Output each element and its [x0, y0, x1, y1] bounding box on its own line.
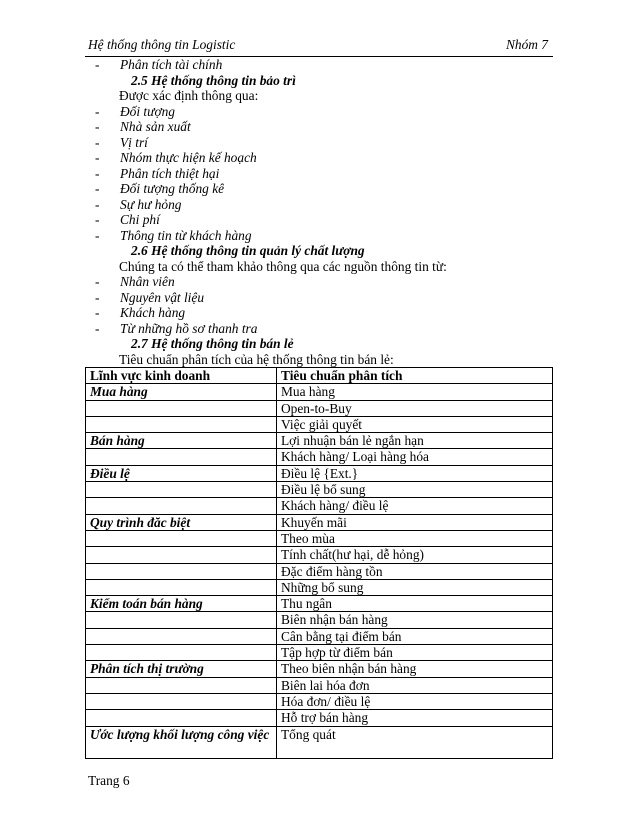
bullet-dash: - — [95, 150, 100, 165]
table-row — [86, 482, 553, 498]
business-area-cell: Ước lượng khối lượng công việc — [86, 726, 277, 758]
business-area-cell — [86, 579, 277, 595]
bullet-dash: - — [95, 181, 100, 196]
business-area-cell — [86, 449, 277, 465]
criteria-cell: Tính chất(hư hại, dễ hỏng) — [277, 547, 553, 563]
table-row — [86, 514, 553, 530]
business-area-cell — [86, 645, 277, 661]
criteria-cell: Theo biên nhận bán hàng — [277, 661, 553, 677]
list-item — [85, 212, 555, 228]
page-number: Trang 6 — [88, 773, 130, 788]
business-area-cell — [86, 547, 277, 563]
bullet-dash: - — [95, 274, 100, 289]
criteria-cell: Tổng quát — [277, 726, 553, 758]
bullet-dash: - — [95, 227, 100, 243]
criteria-cell: Hỗ trợ bán hàng — [277, 710, 553, 726]
criteria-cell: Theo mùa — [277, 530, 553, 546]
table-row — [86, 677, 553, 693]
table-row — [86, 416, 553, 432]
table-row — [86, 661, 553, 677]
section-heading: 2.7 Hệ thống thông tin bán lẻ — [131, 336, 294, 351]
business-area-cell — [86, 530, 277, 546]
business-area-cell — [86, 677, 277, 693]
bullet-dash: - — [95, 57, 100, 72]
list-item — [85, 104, 555, 120]
bullet-dash: - — [95, 134, 100, 150]
column-header: Lĩnh vực kinh doanh — [86, 368, 277, 384]
retail-analysis-table — [85, 367, 553, 759]
table-row — [86, 710, 553, 726]
criteria-cell: Lợi nhuận bán lẻ ngắn hạn — [277, 433, 553, 449]
business-area-cell: Điều lệ — [86, 465, 277, 481]
list-item — [85, 197, 555, 213]
table-row — [86, 498, 553, 514]
paragraph: Được xác định thông qua: — [119, 88, 259, 103]
criteria-cell: Thu ngân — [277, 596, 553, 612]
business-area-cell — [86, 693, 277, 709]
business-area-cell: Quy trình đăc biệt — [86, 514, 277, 530]
table-row — [86, 579, 553, 595]
page-header — [88, 37, 548, 53]
list-item-text: Thông tin từ khách hàng — [120, 227, 252, 243]
criteria-cell: Biên lai hóa đơn — [277, 677, 553, 693]
bullet-dash: - — [95, 119, 100, 134]
column-header: Tiêu chuẩn phân tích — [277, 368, 553, 384]
list-item — [85, 305, 555, 321]
criteria-cell: Khách hàng/ điều lệ — [277, 498, 553, 514]
bullet-dash: - — [95, 196, 100, 212]
business-area-cell — [86, 482, 277, 498]
list-item — [85, 166, 555, 182]
list-item-text: Nguyên vật liệu — [120, 289, 205, 305]
table-row — [86, 465, 553, 481]
list-item — [85, 57, 555, 73]
list-item-text: Từ những hồ sơ thanh tra — [120, 320, 258, 336]
list-item-text: Phân tích tài chính — [120, 57, 223, 72]
bullet-dash: - — [95, 165, 100, 181]
business-area-cell — [86, 563, 277, 579]
list-item — [85, 228, 555, 244]
header-group: Nhóm 7 — [505, 37, 548, 52]
list-item — [85, 321, 555, 337]
list-item-text: Khách hàng — [120, 305, 186, 320]
criteria-cell: Những bổ sung — [277, 579, 553, 595]
paragraph: Chúng ta có thể tham khảo thông qua các nguồn thông tin từ: — [119, 258, 447, 274]
paragraph: Tiêu chuẩn phân tích của hệ thống thông tin bán lẻ: — [119, 351, 394, 367]
table-row — [86, 726, 553, 758]
business-area-cell — [86, 612, 277, 628]
criteria-cell: Open-to-Buy — [277, 400, 553, 416]
table-row — [86, 547, 553, 563]
criteria-cell: Mua hàng — [277, 384, 553, 400]
table-row — [86, 628, 553, 644]
list-item — [85, 135, 555, 151]
list-item-text: Sự hư hỏng — [120, 196, 182, 212]
list-item-text: Chi phí — [120, 212, 160, 227]
list-item — [85, 150, 555, 166]
list-item-text: Đối tượng thống kê — [120, 181, 225, 196]
bullet-dash: - — [95, 320, 100, 336]
criteria-cell: Việc giải quyết — [277, 416, 553, 432]
business-area-cell — [86, 628, 277, 644]
list-item — [85, 290, 555, 306]
bullet-dash: - — [95, 103, 100, 119]
section-heading: 2.6 Hệ thống thông tin quản lý chất lượng — [131, 243, 365, 258]
list-item-text: Phân tích thiệt hại — [120, 165, 220, 181]
business-area-cell: Mua hàng — [86, 384, 277, 400]
list-item — [85, 181, 555, 197]
section-heading: 2.5 Hệ thống thông tin bảo trì — [131, 72, 296, 88]
business-area-cell: Kiểm toán bán hàng — [86, 596, 277, 612]
criteria-cell: Khuyến mãi — [277, 514, 553, 530]
criteria-cell: Hóa đơn/ điều lệ — [277, 693, 553, 709]
criteria-cell: Đặc điểm hàng tồn — [277, 563, 553, 579]
table-row — [86, 384, 553, 400]
table-header-row — [86, 368, 553, 384]
table-row — [86, 596, 553, 612]
business-area-cell — [86, 710, 277, 726]
table-row — [86, 563, 553, 579]
list-item — [85, 119, 555, 135]
header-title: Hệ thống thông tin Logistic — [88, 37, 236, 52]
criteria-cell: Điều lệ bổ sung — [277, 482, 553, 498]
table-row — [86, 645, 553, 661]
business-area-cell: Bán hàng — [86, 433, 277, 449]
list-item — [85, 274, 555, 290]
list-item-text: Đối tượng — [120, 103, 175, 119]
bullet-dash: - — [95, 212, 100, 227]
list-item-text: Nhân viên — [120, 274, 175, 289]
table-row — [86, 400, 553, 416]
table-row — [86, 612, 553, 628]
business-area-cell — [86, 498, 277, 514]
table-row — [86, 530, 553, 546]
criteria-cell: Cân bằng tại điểm bán — [277, 628, 553, 644]
table-row — [86, 693, 553, 709]
business-area-cell: Phân tích thị trường — [86, 661, 277, 677]
bullet-dash: - — [95, 289, 100, 305]
table-row — [86, 433, 553, 449]
document-body — [85, 57, 555, 367]
list-item-text: Nhóm thực hiện kế hoạch — [120, 150, 257, 165]
list-item-text: Vị trí — [120, 134, 148, 150]
bullet-dash: - — [95, 305, 100, 320]
criteria-cell: Biên nhận bán hàng — [277, 612, 553, 628]
business-area-cell — [86, 400, 277, 416]
criteria-cell: Khách hàng/ Loại hàng hóa — [277, 449, 553, 465]
criteria-cell: Điều lệ {Ext.} — [277, 465, 553, 481]
table-row — [86, 449, 553, 465]
business-area-cell — [86, 416, 277, 432]
list-item-text: Nhà sản xuất — [120, 119, 191, 134]
criteria-cell: Tập hợp từ điểm bán — [277, 645, 553, 661]
